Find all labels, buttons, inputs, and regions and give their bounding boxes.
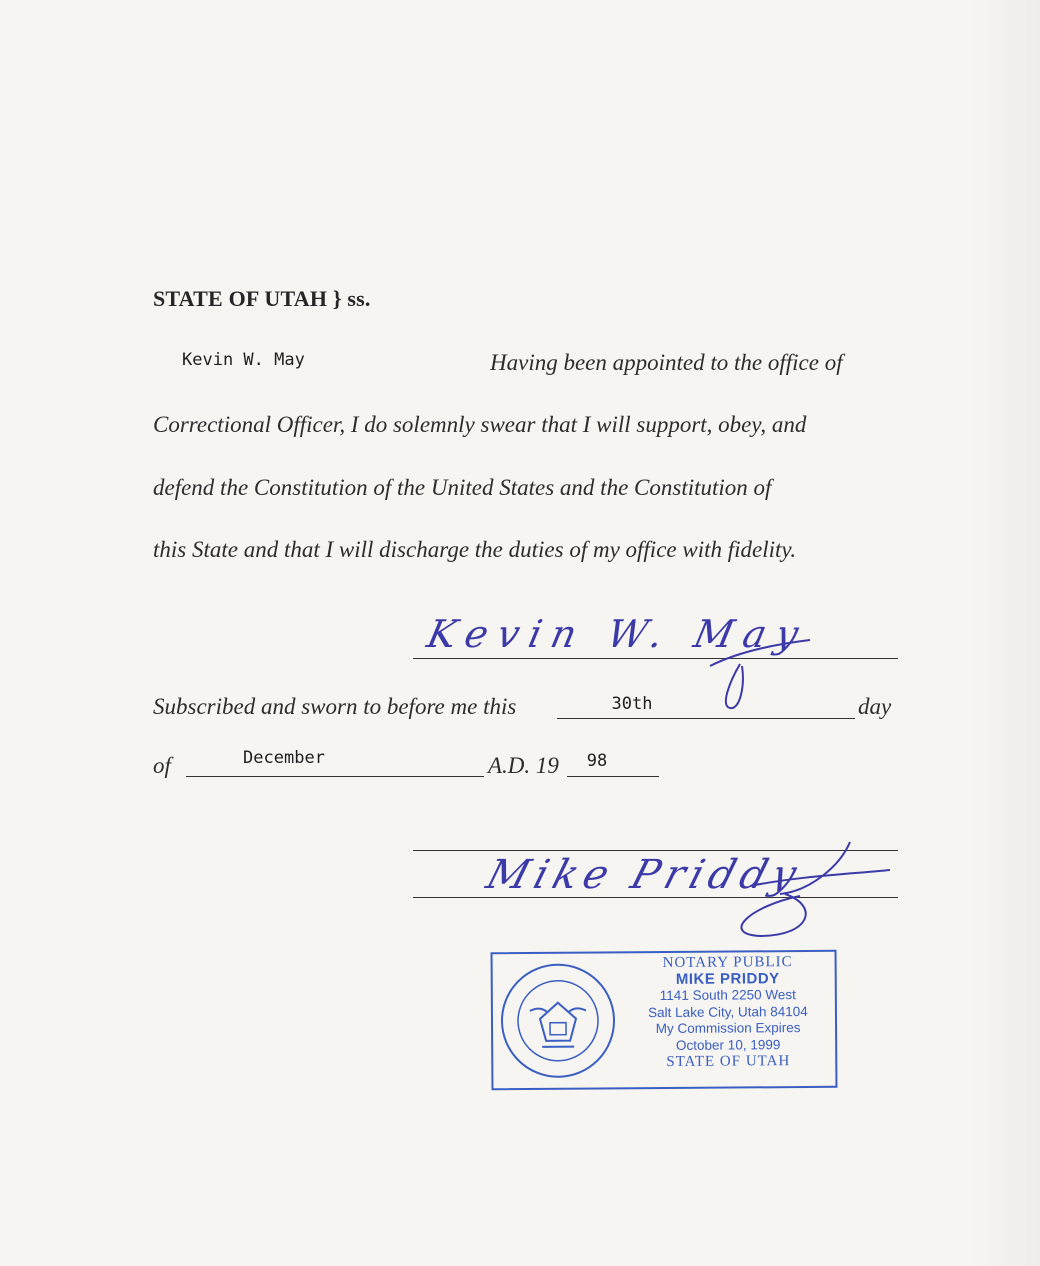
- ad-label: A.D. 19: [488, 753, 559, 778]
- year-value: 98: [586, 751, 608, 771]
- notary-stamp: [491, 950, 838, 1090]
- stamp-name: MIKE PRIDDY: [675, 969, 780, 988]
- oath-line-1: Having been appointed to the office of: [490, 350, 843, 375]
- stamp-expires: October 10, 1999: [675, 1036, 781, 1053]
- month-value: December: [243, 748, 325, 768]
- affiant-signature-line: [413, 658, 898, 659]
- state-seal-icon: [500, 962, 617, 1079]
- stamp-address-2: Salt Lake City, Utah 84104: [648, 1003, 808, 1020]
- affiant-signature: Kevin W. May: [423, 612, 813, 656]
- oath-heading: STATE OF UTAH } ss.: [153, 286, 371, 311]
- oath-line-3: defend the Constitution of the United States and the Constitution of: [153, 475, 772, 500]
- stamp-text-block: [621, 954, 836, 1071]
- stamp-title: NOTARY PUBLIC: [662, 954, 793, 972]
- day-value: 30th: [611, 694, 653, 714]
- stamp-commission: My Commission Expires: [655, 1020, 801, 1037]
- stamp-state: STATE OF UTAH: [666, 1053, 791, 1070]
- oath-line-2: Correctional Officer, I do solemnly swear that I will support, obey, and: [153, 412, 807, 437]
- page-edge-shade: [970, 0, 1040, 1266]
- day-label: day: [858, 694, 892, 719]
- day-line: [557, 718, 855, 719]
- affiant-name-typed: Kevin W. May: [182, 350, 305, 370]
- month-line: [186, 776, 484, 777]
- oath-line-4: this State and that I will discharge the duties of my office with fidelity.: [153, 537, 797, 562]
- of-label: of: [153, 753, 171, 778]
- signature-flourish-icon: [700, 636, 820, 716]
- year-line: [567, 776, 659, 777]
- stamp-address-1: 1141 South 2250 West: [659, 987, 796, 1004]
- notary-flourish-icon: [690, 836, 900, 946]
- subscribed-text: Subscribed and sworn to before me this: [153, 694, 517, 719]
- notary-signature: Mike Priddy: [481, 852, 808, 898]
